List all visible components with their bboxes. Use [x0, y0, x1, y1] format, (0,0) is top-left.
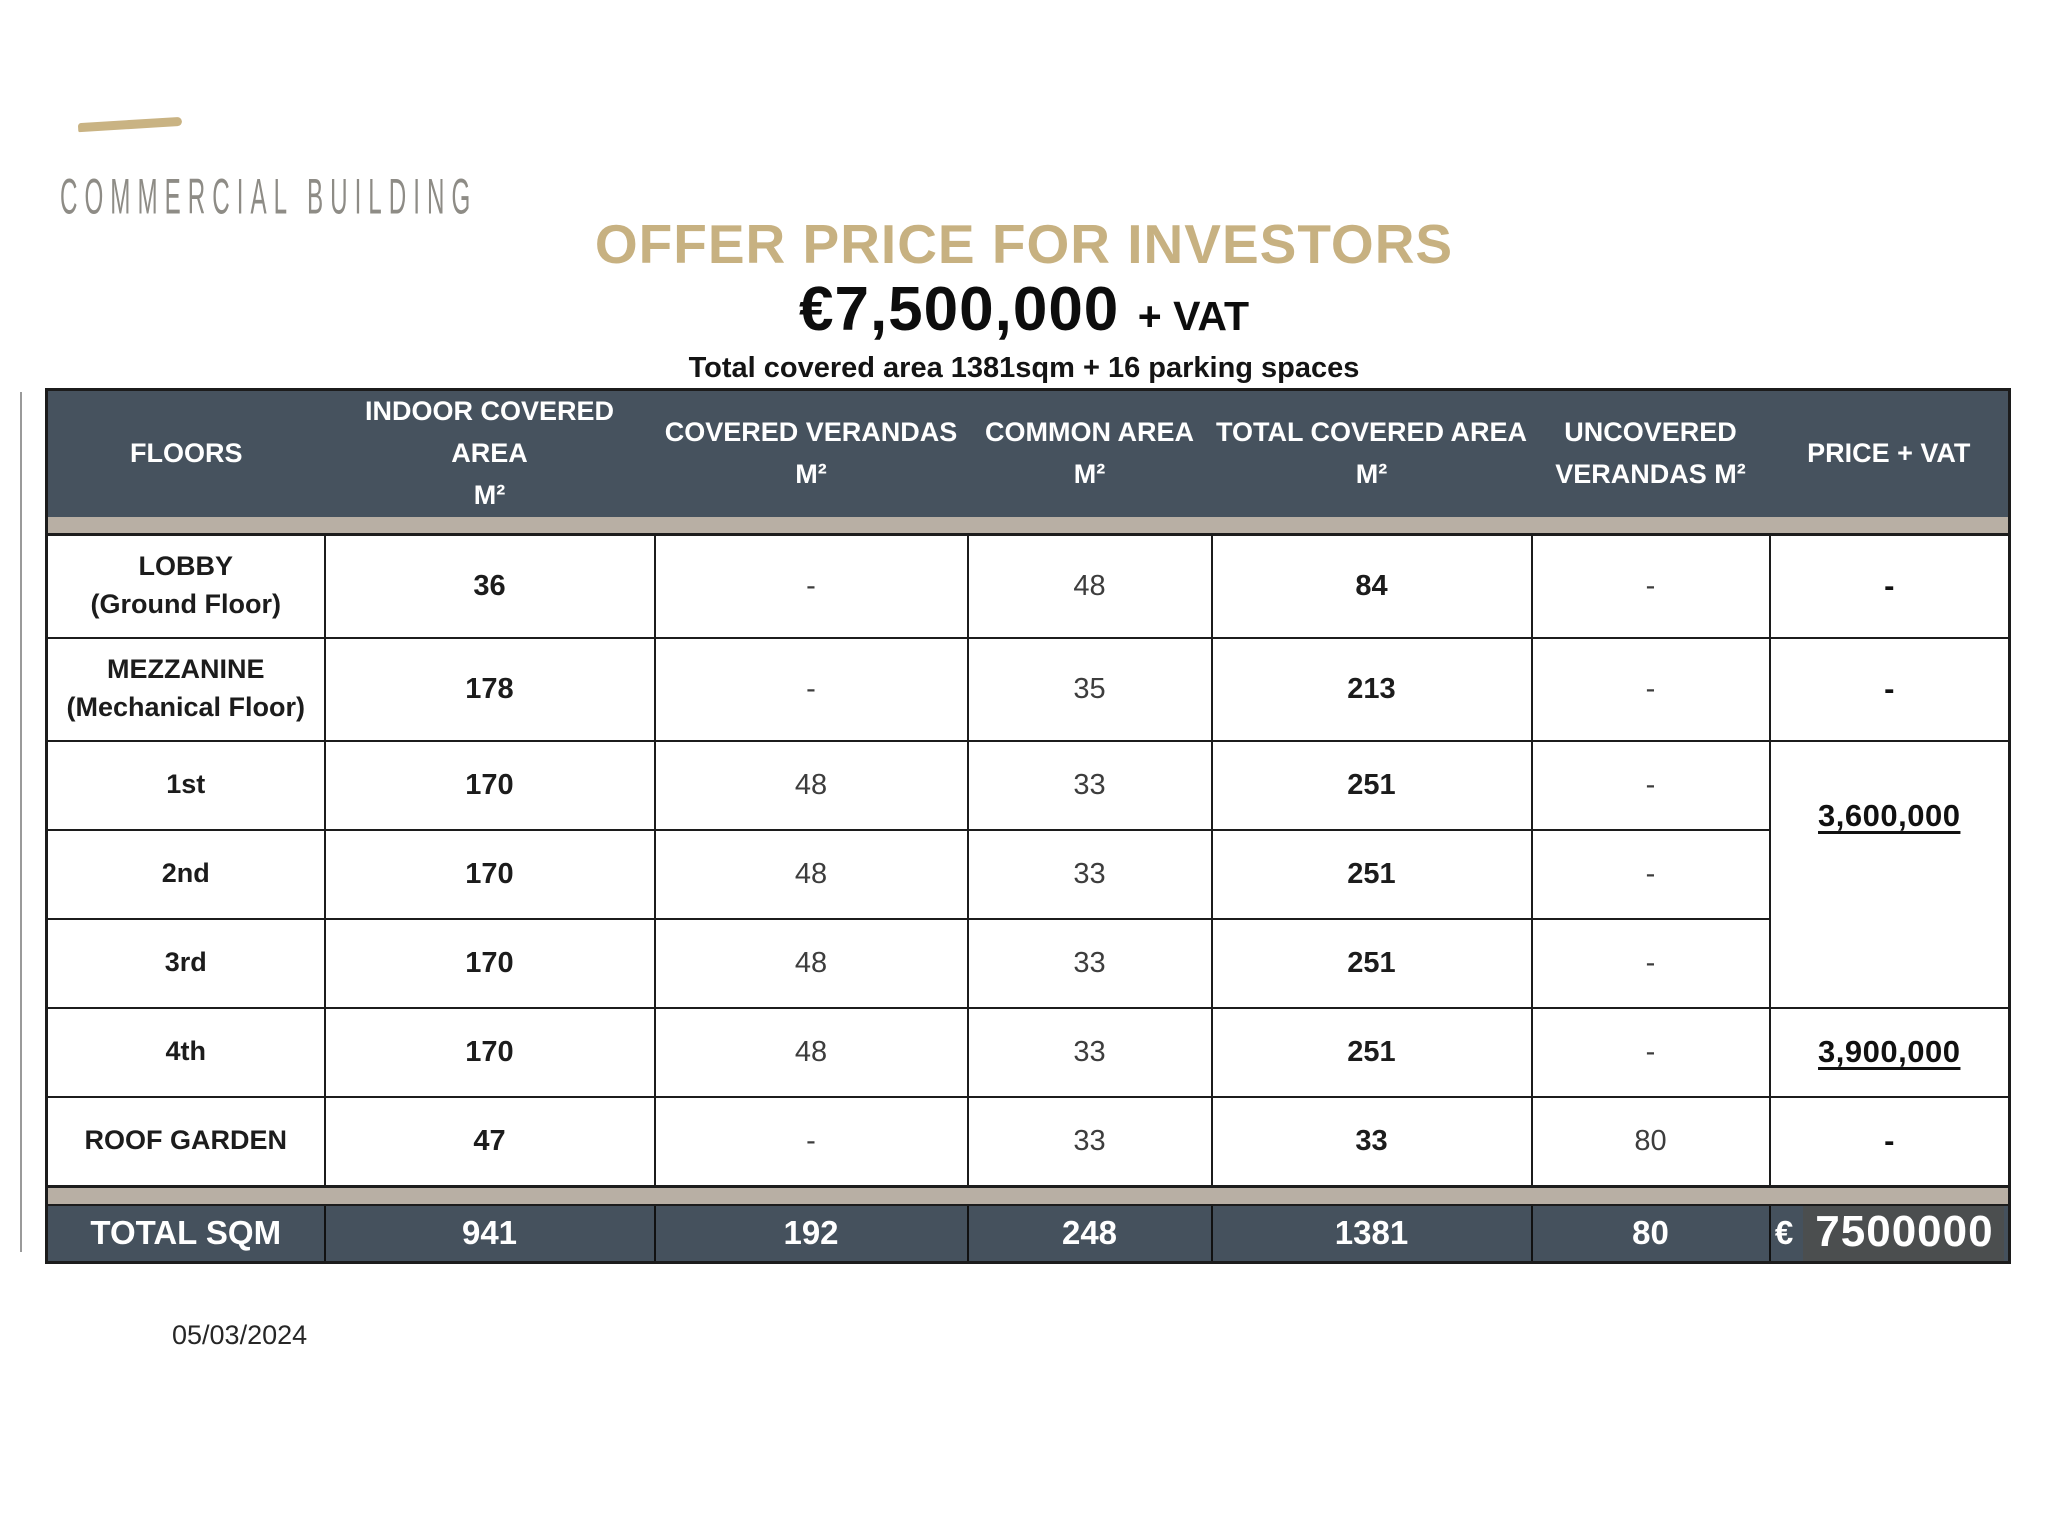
- cell-common-area: 48: [968, 534, 1212, 638]
- floor-name-line: LOBBY: [138, 551, 233, 582]
- price-text: -: [1884, 1123, 1895, 1159]
- total-label: TOTAL SQM: [47, 1205, 325, 1263]
- cell-floor-name: [47, 741, 325, 830]
- table-row: [47, 534, 2010, 638]
- column-header-common-area: [968, 390, 1212, 517]
- logo-text: COMMERCIAL BUILDING: [60, 168, 478, 225]
- separator-strip: [47, 517, 2010, 535]
- total-covered-verandas: 192: [655, 1205, 968, 1263]
- floor-name-line: 2nd: [161, 858, 210, 889]
- column-header-line: COMMON AREA: [985, 416, 1194, 447]
- separator-strip-row: [47, 517, 2010, 535]
- column-header-uncovered-verandas: [1532, 390, 1770, 517]
- separator-strip: [47, 1186, 2010, 1205]
- cell-uncovered-verandas: 80: [1532, 1097, 1770, 1187]
- table-row: [47, 1097, 2010, 1187]
- floors-table: [45, 388, 2011, 1264]
- price-text: 3,600,000: [1818, 797, 1961, 833]
- column-header-total-covered: [1212, 390, 1532, 517]
- price-text: -: [1884, 671, 1895, 707]
- cell-price: [1770, 1008, 2010, 1097]
- offer-price-vat-suffix: + VAT: [1137, 293, 1249, 339]
- cell-uncovered-verandas: -: [1532, 534, 1770, 638]
- euro-symbol: €: [1774, 1214, 1794, 1252]
- floor-name-line: 4th: [165, 1036, 206, 1067]
- cell-covered-verandas: 48: [655, 1008, 968, 1097]
- cell-price: [1770, 534, 2010, 638]
- cell-floor-name: [47, 919, 325, 1008]
- left-guide-line: [20, 392, 22, 1252]
- cell-floor-name: [47, 1008, 325, 1097]
- total-indoor-covered: 941: [325, 1205, 655, 1263]
- cell-covered-verandas: 48: [655, 741, 968, 830]
- column-header-floors: [47, 390, 325, 517]
- floor-name-line: (Ground Floor): [90, 589, 281, 620]
- cell-covered-verandas: -: [655, 1097, 968, 1187]
- cell-price: [1770, 638, 2010, 741]
- cell-total-covered: 33: [1212, 1097, 1532, 1187]
- cell-uncovered-verandas: -: [1532, 638, 1770, 741]
- page-title: OFFER PRICE FOR INVESTORS: [594, 213, 1454, 275]
- cell-common-area: 33: [968, 919, 1212, 1008]
- column-header-price-vat: [1770, 390, 2010, 517]
- column-header-line: M²: [795, 458, 827, 489]
- total-row: [47, 1205, 2010, 1263]
- cell-indoor-covered: 170: [325, 919, 655, 1008]
- cell-common-area: 33: [968, 830, 1212, 919]
- table-row: [47, 638, 2010, 741]
- cell-indoor-covered: 170: [325, 741, 655, 830]
- floor-name-line: MEZZANINE: [107, 654, 265, 685]
- floor-name-line: ROOF GARDEN: [84, 1125, 287, 1156]
- cell-total-covered: 84: [1212, 534, 1532, 638]
- cell-total-covered: 251: [1212, 830, 1532, 919]
- column-header-line: COVERED VERANDAS: [664, 416, 958, 447]
- cell-common-area: 33: [968, 1008, 1212, 1097]
- separator-strip-row: [47, 1186, 2010, 1205]
- logo-swoosh-icon: [78, 117, 182, 132]
- cell-floor-name: [47, 830, 325, 919]
- column-header-line: VERANDAS M²: [1555, 458, 1746, 489]
- offer-price-amount: €7,500,000: [798, 275, 1120, 344]
- table-row: [47, 1008, 2010, 1097]
- cell-indoor-covered: 170: [325, 1008, 655, 1097]
- column-header-line: M²: [473, 479, 506, 510]
- offer-subtitle: Total covered area 1381sqm + 16 parking spaces: [688, 352, 1360, 384]
- cell-common-area: 35: [968, 638, 1212, 741]
- cell-covered-verandas: 48: [655, 919, 968, 1008]
- cell-indoor-covered: 47: [325, 1097, 655, 1187]
- floor-name-line: 1st: [166, 769, 206, 800]
- column-header-line: UNCOVERED: [1564, 416, 1737, 447]
- cell-floor-name: [47, 638, 325, 741]
- column-header-line: PRICE + VAT: [1807, 437, 1971, 468]
- cell-indoor-covered: 178: [325, 638, 655, 741]
- cell-floor-name: [47, 534, 325, 638]
- cell-covered-verandas: -: [655, 534, 968, 638]
- cell-uncovered-verandas: -: [1532, 1008, 1770, 1097]
- table-row: [47, 830, 2010, 919]
- cell-indoor-covered: 36: [325, 534, 655, 638]
- column-header-line: M²: [1073, 458, 1106, 489]
- column-header-line: INDOOR COVERED AREA: [364, 396, 630, 468]
- total-common-area: 248: [968, 1205, 1212, 1263]
- cell-total-covered: 251: [1212, 741, 1532, 830]
- floors-table-container: [45, 388, 2011, 1264]
- floor-name-line: 3rd: [164, 947, 207, 978]
- cell-floor-name: [47, 1097, 325, 1187]
- cell-indoor-covered: 170: [325, 830, 655, 919]
- document-date: 05/03/2024: [172, 1320, 308, 1350]
- total-price-value: 7500000: [1803, 1206, 2003, 1261]
- cell-uncovered-verandas: -: [1532, 919, 1770, 1008]
- column-header-line: TOTAL COVERED AREA: [1215, 416, 1528, 447]
- price-text: 3,900,000: [1818, 1034, 1961, 1070]
- column-header-indoor-covered: [325, 390, 655, 517]
- cell-total-covered: 251: [1212, 919, 1532, 1008]
- column-header-covered-verandas: [655, 390, 968, 517]
- column-header-line: M²: [1355, 458, 1388, 489]
- cell-total-covered: 251: [1212, 1008, 1532, 1097]
- table-row: [47, 741, 2010, 830]
- cell-covered-verandas: -: [655, 638, 968, 741]
- cell-common-area: 33: [968, 741, 1212, 830]
- table-row: [47, 919, 2010, 1008]
- cell-total-covered: 213: [1212, 638, 1532, 741]
- total-uncovered-verandas: 80: [1532, 1205, 1770, 1263]
- cell-price: [1770, 741, 2010, 1008]
- price-text: -: [1884, 568, 1895, 604]
- total-total-covered: 1381: [1212, 1205, 1532, 1263]
- column-header-line: FLOORS: [130, 437, 243, 468]
- total-price-cell: [1770, 1205, 2010, 1263]
- table-header-row: [47, 390, 2010, 517]
- cell-uncovered-verandas: -: [1532, 741, 1770, 830]
- cell-uncovered-verandas: -: [1532, 830, 1770, 919]
- floor-name-line: (Mechanical Floor): [66, 692, 306, 723]
- cell-covered-verandas: 48: [655, 830, 968, 919]
- offer-price-line: [0, 274, 2048, 345]
- cell-price: [1770, 1097, 2010, 1187]
- cell-common-area: 33: [968, 1097, 1212, 1187]
